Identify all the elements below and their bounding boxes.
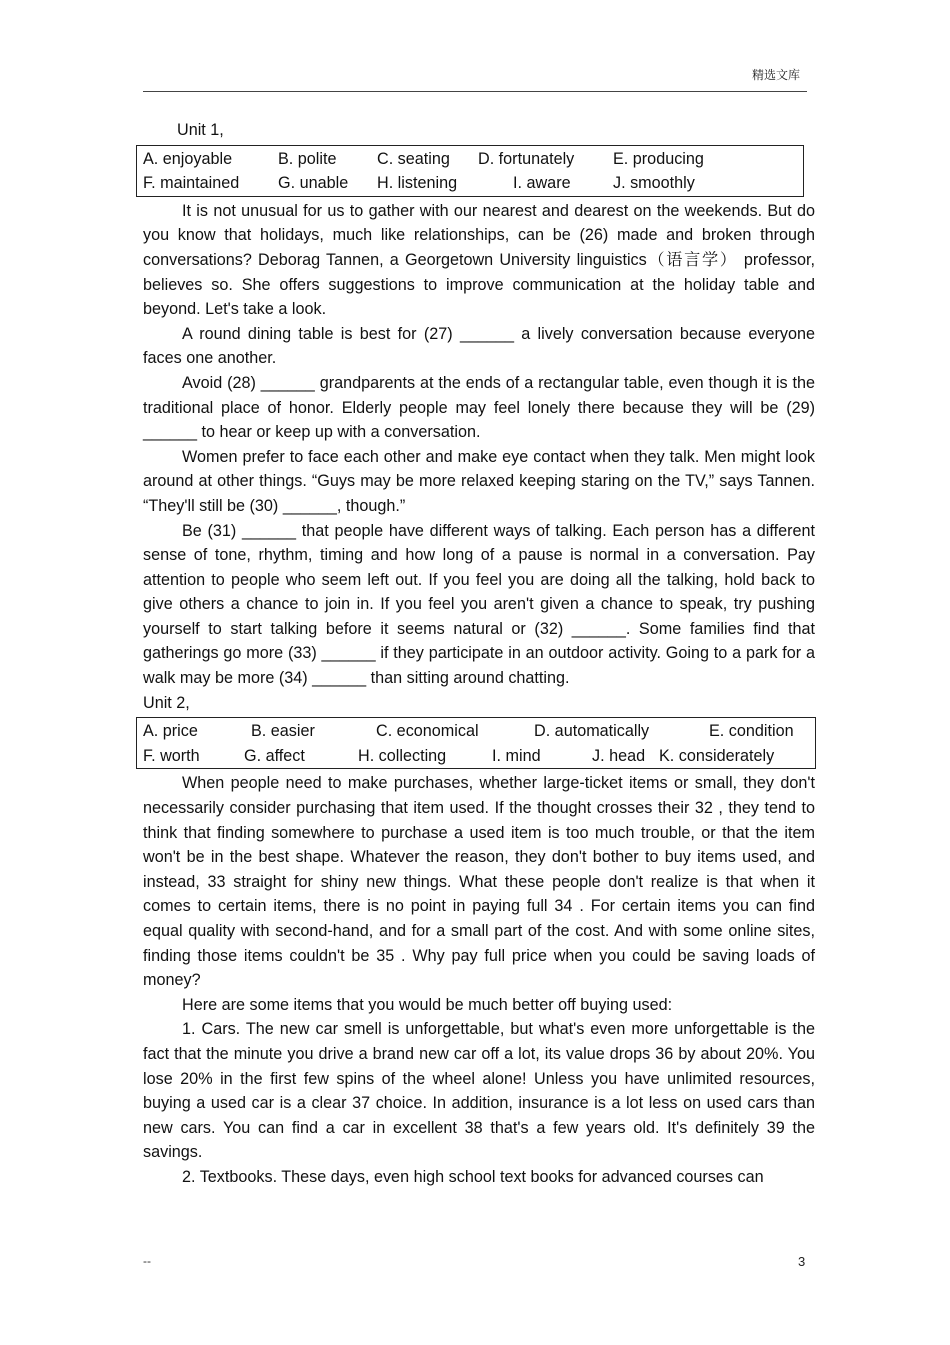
header-brand: 精选文库 xyxy=(751,68,800,82)
page-number: 3 xyxy=(798,1254,806,1269)
option: A. price xyxy=(143,722,198,741)
unit2-options-row-1 xyxy=(143,719,809,744)
option: I. mind xyxy=(492,746,541,765)
unit2-options-row-2 xyxy=(143,744,809,769)
option: H. listening xyxy=(377,174,458,193)
unit1-options-row-1 xyxy=(143,147,797,172)
option: G. affect xyxy=(244,746,305,765)
unit2-paragraph: When people need to make purchases, whether large-ticket items or small, they don't necessarily consider purchasing that item used. If the thought crosses their 32 , they tend to think that finding somewhere to purchase a used item is too much trouble, or that the item won't be in the best shape. Whatever the reason, they don't bother to buy items used, and instead, 33 straight for shiny new things. What these people don't realize is that when it comes to certain items, there is no point in paying full 34 . For certain items you can find equal quality with second-hand, and for a small part of the cost. And with some online sites, finding those items couldn't be 35 . Why pay full price when you could be saving loads of money? xyxy=(143,774,815,990)
option: E. producing xyxy=(613,149,704,168)
option: D. automatically xyxy=(534,722,650,741)
unit1-options-row-2 xyxy=(143,171,797,196)
option: A. enjoyable xyxy=(143,149,233,168)
unit1-paragraph: A round dining table is best for (27) ______ a lively conversation because everyone faces one another. xyxy=(143,324,815,368)
option: E. condition xyxy=(709,722,794,741)
document-body xyxy=(143,118,815,1190)
option: C. economical xyxy=(376,722,479,741)
unit1-paragraph: Be (31) ______ that people have different ways of talking. Each person has a different sense of tone, rhythm, timing and how long of a pause is normal in a conversation. Pay attention to people who seem left out. If you feel you are doing all the talking, hold back to give others a chance to join in. If you feel you aren't given a chance to speak, try pushing yourself to start talking before it seems natural or (32) ______. Some families find that gatherings go more (33) ______ if they participate in an outdoor activity. Going to a park for a walk may be more (34) ______ than sitting around chatting. xyxy=(143,521,815,688)
option: I. aware xyxy=(513,174,571,193)
unit2-paragraph: 1. Cars. The new car smell is unforgettable, but what's even more unforgettable is the fact that the minute you drive a brand new car off a lot, its value drops 36 by about 20%. You lose 20% in the first few spins of the wheel alone! Unless you have unlimited resources, buying a used car is a clear 37 choice. In addition, insurance is a lot less on used cars than new cars. You can find a car in excellent 38 that's a few years old. It's definitely 39 the savings. xyxy=(143,1020,815,1162)
option: C. seating xyxy=(377,149,450,168)
unit2-paragraph: 2. Textbooks. These days, even high school text books for advanced courses can xyxy=(182,1167,764,1186)
option: F. maintained xyxy=(143,174,240,193)
unit1-paragraph: It is not unusual for us to gather with our nearest and dearest on the weekends. But do you know that holidays, much like relationships, can be (26) made and broken through conversations? Deborag Tannen, a Georgetown University linguistics（语言学） professor, believes so. She offers suggestions to improve communication at the holiday table and beyond. Let's take a look. xyxy=(143,201,815,319)
unit1-label: Unit 1, xyxy=(177,121,224,139)
footer-marker: -- xyxy=(143,1254,151,1268)
option: G. unable xyxy=(278,174,349,193)
option: J. smoothly xyxy=(613,174,695,193)
unit2-word-bank xyxy=(136,717,816,769)
header-rule xyxy=(143,91,807,92)
option: F. worth xyxy=(143,746,200,765)
option: K. considerately xyxy=(659,746,775,765)
option: B. polite xyxy=(278,149,337,168)
unit2-paragraph: Here are some items that you would be much better off buying used: xyxy=(182,995,673,1014)
unit1-paragraph: Avoid (28) ______ grandparents at the ends of a rectangular table, even though it is the traditional place of honor. Elderly people may feel lonely there because they will be (29) ______ to hear or keep up with a conversation. xyxy=(143,373,815,442)
unit1-paragraph: Women prefer to face each other and make eye contact when they talk. Men might look around at other things. “Guys may be more relaxed keeping staring on the TV,” says Tannen. “They'll still be (30) ______, though.” xyxy=(143,447,815,515)
option: J. head xyxy=(592,746,646,765)
option: B. easier xyxy=(251,722,315,741)
unit1-word-bank xyxy=(136,145,804,197)
option: H. collecting xyxy=(358,746,447,765)
option: D. fortunately xyxy=(478,149,575,168)
unit2-label: Unit 2, xyxy=(143,693,190,712)
